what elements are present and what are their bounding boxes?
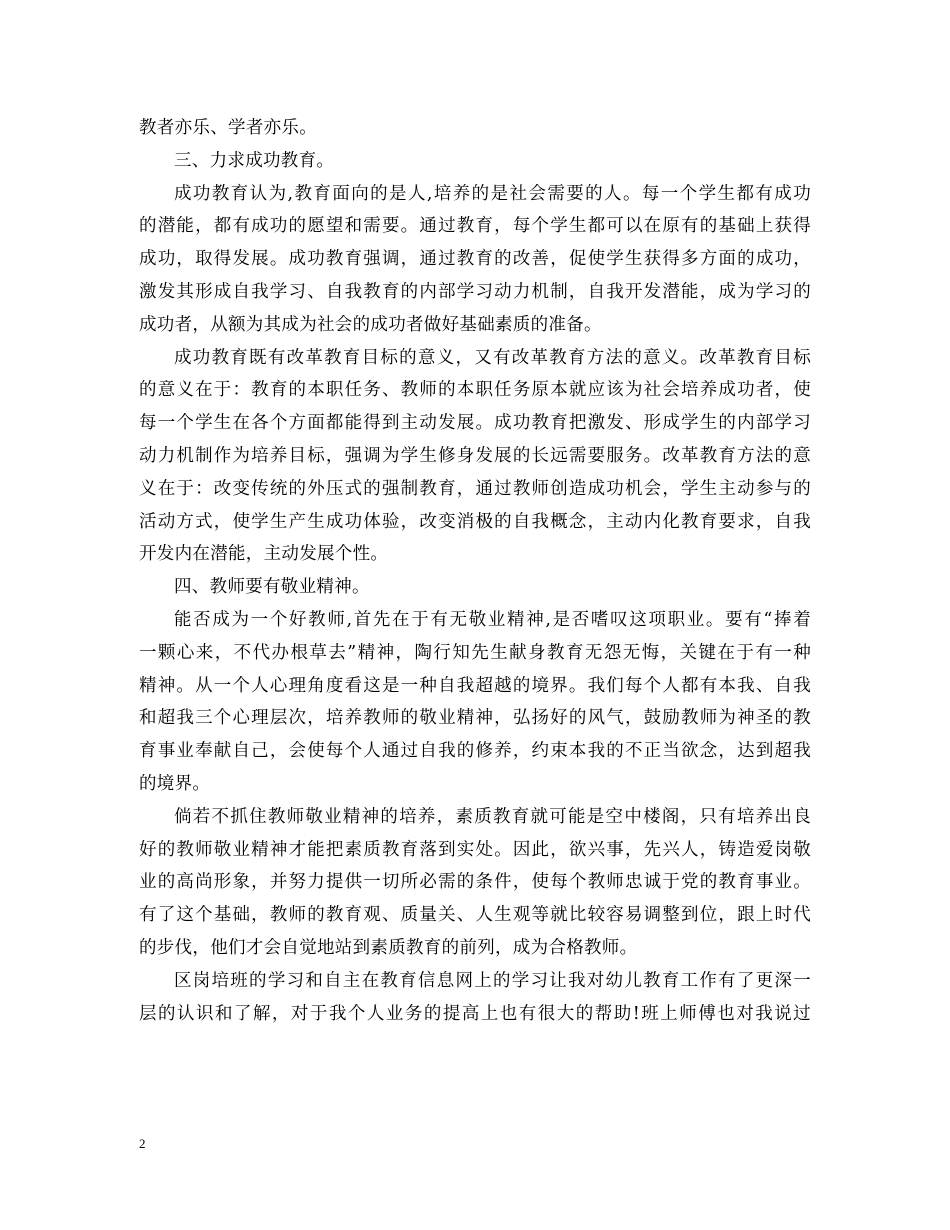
text-line: 四、教师要有敬业精神。 [174, 577, 370, 598]
text-line: 的潜能，都有成功的愿望和需要。通过教育，每个学生都可以在原有的基础上获得 [139, 216, 811, 237]
text-line: 倘若不抓住教师敬业精神的培养，素质教育就可能是空中楼阁，只有培养出良 [174, 806, 811, 827]
text-line: 教者亦乐、学者亦乐。 [139, 118, 317, 138]
text-line: 能否成为一个好教师,首先在于有无敬业精神,是否嗜叹这项职业。要有“捧着 [174, 609, 811, 630]
page-number: 2 [139, 1136, 146, 1151]
text-line: 成功教育认为,教育面向的是人,培养的是社会需要的人。每一个学生都有成功 [174, 183, 811, 204]
text-line: 层的认识和了解，对于我个人业务的提高上也有很大的帮助!班上师傅也对我说过 [139, 1003, 811, 1024]
text-line: 的步伐，他们才会自觉地站到素质教育的前列，成为合格教师。 [139, 937, 638, 958]
text-line: 义在于：改变传统的外压式的强制教育，通过教师创造成功机会，学生主动参与的 [139, 478, 811, 499]
text-line: 的意义在于：教育的本职任务、教师的本职任务原本就应该为社会培养成功者，使 [139, 380, 811, 401]
text-line: 好的教师敬业精神才能把素质教育落到实处。因此，欲兴事，先兴人，铸造爱岗敬 [139, 839, 811, 860]
document-body [139, 112, 811, 1030]
text-line: 动力机制作为培养目标，强调为学生修身发展的长远需要服务。改革教育方法的意 [139, 445, 811, 466]
text-line: 成功，取得发展。成功教育强调，通过教育的改善，促使学生获得多方面的成功， [139, 249, 811, 270]
text-line: 一颗心来，不代办根草去”精神，陶行知先生献身教育无怨无悔，关键在于有一种 [139, 642, 811, 663]
text-line: 激发其形成自我学习、自我教育的内部学习动力机制，自我开发潜能，成为学习的 [139, 281, 811, 302]
text-line: 开发内在潜能，主动发展个性。 [139, 544, 389, 565]
text-line: 精神。从一个人心理角度看这是一种自我超越的境界。我们每个人都有本我、自我 [139, 675, 811, 696]
text-line: 业的高尚形象，并努力提供一切所必需的条件，使每个教师忠诚于党的教育事业。 [139, 872, 811, 893]
text-line: 育事业奉献自己，会使每个人通过自我的修养，约束本我的不正当欲念，达到超我 [139, 741, 811, 762]
text-line: 每一个学生在各个方面都能得到主动发展。成功教育把激发、形成学生的内部学习 [139, 413, 811, 434]
text-line: 活动方式，使学生产生成功体验，改变消极的自我概念，主动内化教育要求，自我 [139, 511, 811, 532]
text-line: 三、力求成功教育。 [174, 150, 335, 171]
text-line: 成功者，从额为其成为社会的成功者做好基础素质的准备。 [139, 314, 602, 335]
text-line: 和超我三个心理层次，培养教师的敬业精神，弘扬好的风气，鼓励教师为神圣的教 [139, 708, 811, 729]
text-line: 有了这个基础，教师的教育观、质量关、人生观等就比较容易调整到位，跟上时代 [139, 905, 811, 926]
text-line: 区岗培班的学习和自主在教育信息网上的学习让我对幼儿教育工作有了更深一 [174, 970, 811, 991]
text-line: 成功教育既有改革教育目标的意义，又有改革教育方法的意义。改革教育目标 [174, 347, 811, 368]
text-line: 的境界。 [139, 773, 211, 794]
